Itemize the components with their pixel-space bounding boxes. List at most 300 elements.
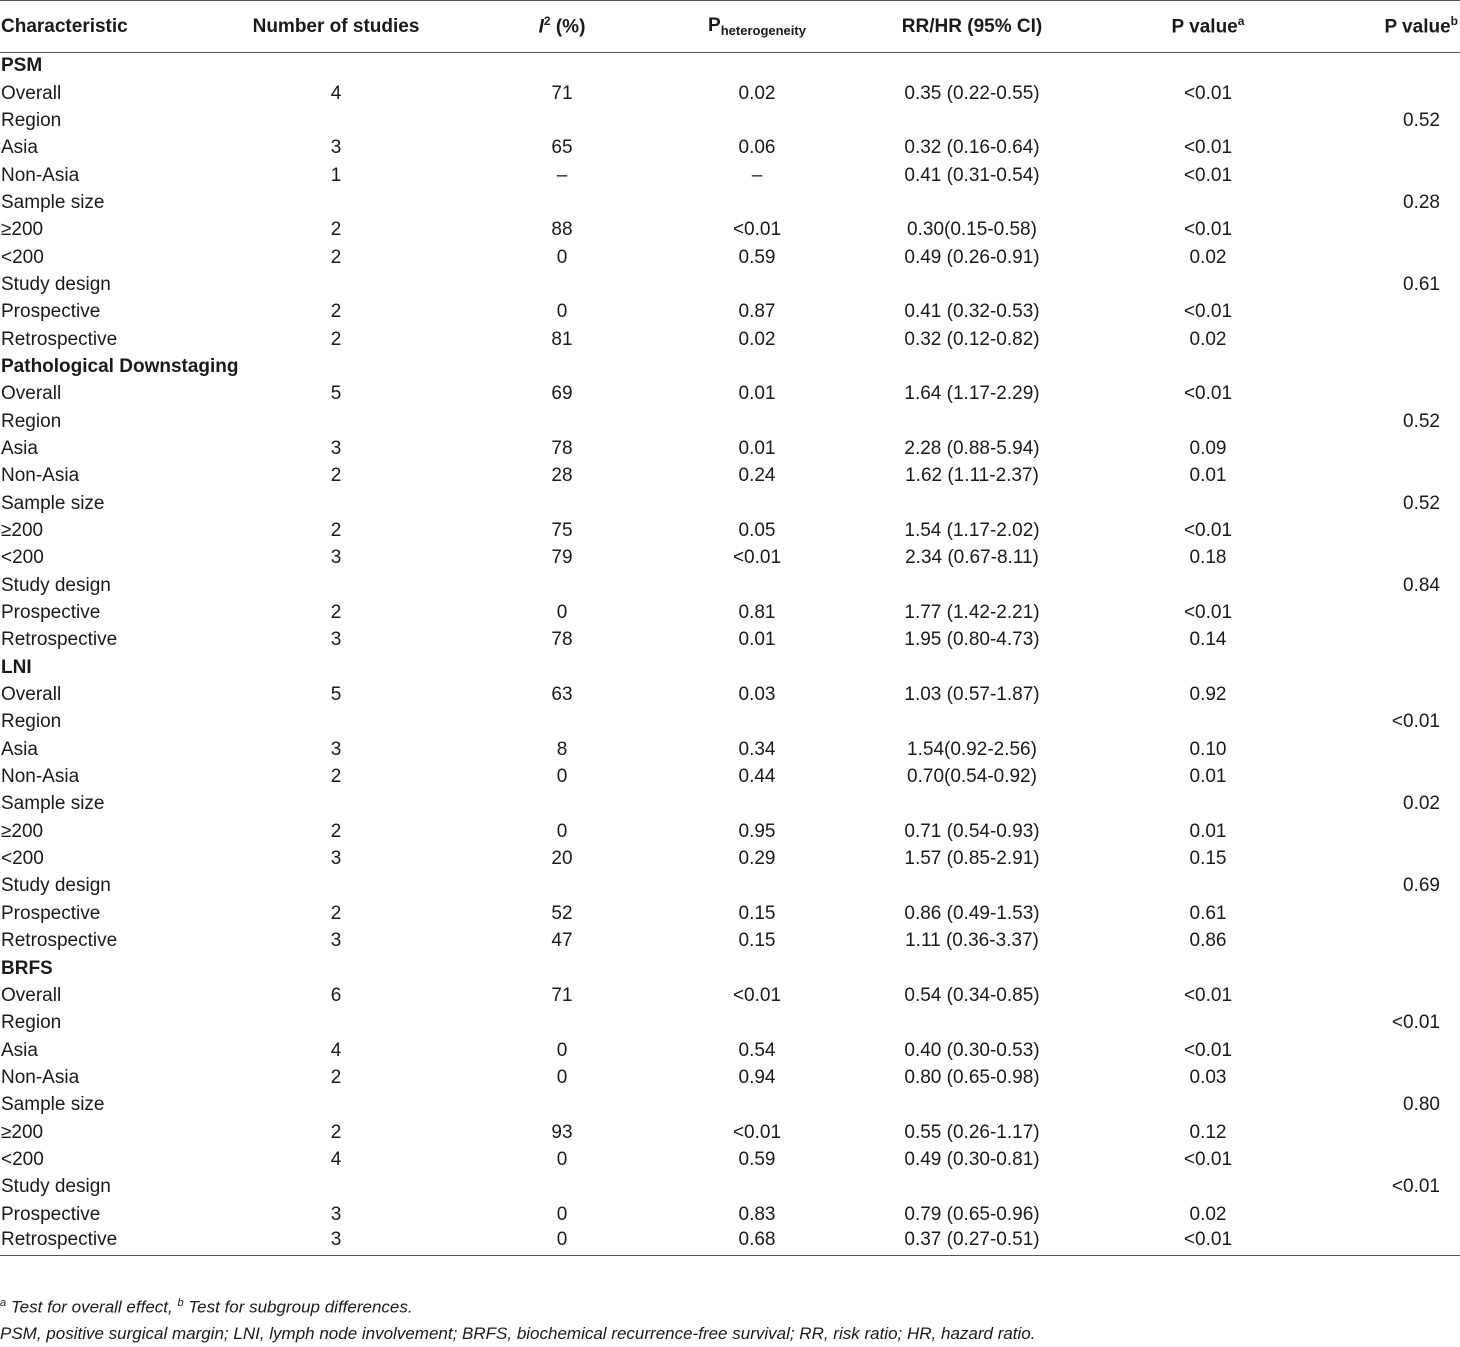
cell-p-value-b <box>1324 1064 1460 1091</box>
cell-p-heterogeneity: 0.94 <box>738 1066 776 1088</box>
table-row <box>0 791 1460 818</box>
cell-p-value-b <box>1324 545 1460 572</box>
cell-i2: 0 <box>462 1228 662 1255</box>
cell-rr-hr: 1.11 (0.36-3.37) <box>905 930 1039 952</box>
cell-p-value-b <box>1324 900 1460 927</box>
cell-rr-hr <box>852 353 1092 380</box>
cell-p-value-b: <0.01 <box>1391 1012 1440 1034</box>
table-row <box>0 845 1460 872</box>
table-row <box>0 162 1460 189</box>
cell-p-heterogeneity: 0.02 <box>738 82 776 104</box>
row-label: Asia <box>1 1039 38 1061</box>
cell-p-heterogeneity: 0.87 <box>738 301 776 323</box>
cell-i2 <box>462 189 662 216</box>
row-label: Retrospective <box>1 629 118 651</box>
cell-rr-hr <box>852 1010 1092 1037</box>
header-pb-main: P value <box>1384 16 1451 38</box>
cell-rr-hr: 2.34 (0.67-8.11) <box>905 547 1039 569</box>
cell-i2 <box>462 873 662 900</box>
cell-p-value-a <box>1092 53 1324 80</box>
cell-rr-hr <box>852 490 1092 517</box>
cell-p-value-b: 0.61 <box>1403 273 1440 295</box>
cell-p-value-b <box>1324 244 1460 271</box>
footnote-a-marker: a <box>0 1297 7 1309</box>
cell-p-value-a: 0.01 <box>1189 766 1227 788</box>
cell-p-heterogeneity <box>662 1174 852 1201</box>
cell-number-of-studies <box>210 791 462 818</box>
row-label: Asia <box>1 738 38 760</box>
cell-p-value-a <box>1092 408 1324 435</box>
cell-p-heterogeneity: 0.54 <box>738 1039 776 1061</box>
cell-number-of-studies: 2 <box>330 520 342 542</box>
cell-i2: 52 <box>551 902 573 924</box>
cell-rr-hr <box>852 408 1092 435</box>
table-row <box>0 1146 1460 1173</box>
cell-rr-hr: 0.79 (0.65-0.96) <box>904 1203 1040 1225</box>
cell-p-heterogeneity <box>662 791 852 818</box>
cell-p-heterogeneity <box>662 107 852 134</box>
cell-number-of-studies: 2 <box>330 1121 342 1143</box>
cell-rr-hr <box>852 1174 1092 1201</box>
cell-number-of-studies <box>210 955 462 982</box>
cell-p-value-a: 0.12 <box>1189 1121 1227 1143</box>
row-label: Asia <box>1 437 38 459</box>
cell-rr-hr: 0.35 (0.22-0.55) <box>904 82 1040 104</box>
cell-p-value-b <box>1324 463 1460 490</box>
cell-i2: 0 <box>556 1148 568 1170</box>
cell-number-of-studies: 2 <box>330 602 342 624</box>
cell-p-value-a: 0.02 <box>1189 246 1227 268</box>
cell-p-value-b <box>1324 1037 1460 1064</box>
header-row <box>0 1 1460 53</box>
cell-p-heterogeneity: – <box>751 164 763 186</box>
header-i2 <box>462 1 662 53</box>
cell-p-heterogeneity <box>662 271 852 298</box>
header-p-value-b <box>1324 1 1460 53</box>
cell-number-of-studies: 6 <box>330 984 342 1006</box>
footnote-b-marker: b <box>177 1297 184 1309</box>
cell-i2 <box>462 955 662 982</box>
row-label: Sample size <box>1 793 105 815</box>
cell-i2: 78 <box>551 437 573 459</box>
header-pb-sup: b <box>1450 14 1458 29</box>
cell-rr-hr: 0.41 (0.31-0.54) <box>904 164 1040 186</box>
cell-i2 <box>462 353 662 380</box>
cell-rr-hr <box>852 572 1092 599</box>
row-label: Non-Asia <box>1 465 80 487</box>
cell-p-value-b <box>1324 326 1460 353</box>
cell-number-of-studies: 2 <box>330 1066 342 1088</box>
cell-i2 <box>462 53 662 80</box>
cell-i2: 93 <box>551 1121 573 1143</box>
cell-i2 <box>462 1092 662 1119</box>
cell-p-heterogeneity <box>662 654 852 681</box>
row-label: Region <box>1 711 62 733</box>
cell-p-value-b <box>1324 299 1460 326</box>
cell-p-heterogeneity <box>662 53 852 80</box>
table-row <box>0 1010 1460 1037</box>
cell-p-heterogeneity: 0.02 <box>738 328 776 350</box>
cell-rr-hr: 0.86 (0.49-1.53) <box>904 902 1040 924</box>
cell-rr-hr <box>852 1092 1092 1119</box>
cell-p-value-b <box>1324 135 1460 162</box>
cell-i2: 65 <box>551 137 573 159</box>
cell-p-value-b: 0.52 <box>1403 410 1440 432</box>
table-row <box>0 681 1460 708</box>
cell-p-heterogeneity: 0.05 <box>738 520 776 542</box>
cell-rr-hr <box>852 107 1092 134</box>
table-row <box>0 873 1460 900</box>
cell-p-heterogeneity <box>662 189 852 216</box>
cell-number-of-studies: 3 <box>330 930 342 952</box>
table-row <box>0 763 1460 790</box>
cell-number-of-studies: 3 <box>330 848 342 870</box>
cell-p-heterogeneity: 0.95 <box>738 820 776 842</box>
cell-p-value-a: 0.01 <box>1189 820 1227 842</box>
cell-p-heterogeneity: <0.01 <box>732 219 782 241</box>
cell-p-heterogeneity: 0.24 <box>738 465 776 487</box>
table-row <box>0 1201 1460 1228</box>
cell-p-heterogeneity <box>662 873 852 900</box>
cell-p-heterogeneity: 0.01 <box>738 629 776 651</box>
cell-rr-hr: 0.37 (0.27-0.51) <box>852 1228 1092 1255</box>
cell-number-of-studies <box>210 709 462 736</box>
cell-number-of-studies <box>210 107 462 134</box>
cell-rr-hr: 0.41 (0.32-0.53) <box>904 301 1040 323</box>
cell-rr-hr: 1.54 (1.17-2.02) <box>904 520 1040 542</box>
cell-p-value-a <box>1092 572 1324 599</box>
cell-p-value-a <box>1092 107 1324 134</box>
cell-number-of-studies <box>210 408 462 435</box>
cell-p-heterogeneity: 0.15 <box>738 930 776 952</box>
row-label: ≥200 <box>1 219 44 241</box>
row-label: Non-Asia <box>1 766 80 788</box>
section-header-row <box>0 353 1460 380</box>
cell-number-of-studies: 3 <box>330 547 342 569</box>
cell-p-heterogeneity: 0.03 <box>738 684 776 706</box>
row-label: LNI <box>1 656 32 678</box>
cell-p-value-b <box>1324 681 1460 708</box>
row-label: Retrospective <box>1 930 118 952</box>
header-i2-sup: 2 <box>543 14 551 29</box>
cell-p-value-b <box>1324 763 1460 790</box>
cell-number-of-studies <box>210 490 462 517</box>
cell-p-value-a <box>1092 490 1324 517</box>
cell-p-heterogeneity: 0.06 <box>738 137 776 159</box>
cell-p-value-a: 0.10 <box>1189 738 1227 760</box>
cell-p-value-a: 0.02 <box>1189 328 1227 350</box>
table-row <box>0 545 1460 572</box>
cell-p-heterogeneity: <0.01 <box>732 547 782 569</box>
cell-number-of-studies: 5 <box>330 684 342 706</box>
cell-i2: 0 <box>556 301 568 323</box>
cell-p-heterogeneity: <0.01 <box>732 984 782 1006</box>
cell-i2: – <box>556 164 568 186</box>
cell-rr-hr: 2.28 (0.88-5.94) <box>904 437 1040 459</box>
row-label: Retrospective <box>0 1228 210 1255</box>
cell-p-heterogeneity: 0.34 <box>738 738 776 760</box>
cell-rr-hr: 0.55 (0.26-1.17) <box>904 1121 1040 1143</box>
cell-rr-hr: 1.62 (1.11-2.37) <box>905 465 1039 487</box>
cell-number-of-studies: 2 <box>330 820 342 842</box>
header-phet-main: P <box>708 15 721 36</box>
cell-rr-hr <box>852 955 1092 982</box>
cell-p-heterogeneity <box>662 572 852 599</box>
header-p-heterogeneity <box>662 1 852 53</box>
cell-rr-hr: 0.70(0.54-0.92) <box>907 766 1037 788</box>
table-row <box>0 1228 1460 1255</box>
cell-rr-hr: 0.49 (0.26-0.91) <box>904 246 1040 268</box>
cell-rr-hr: 1.64 (1.17-2.29) <box>904 383 1040 405</box>
row-label: Study design <box>1 1176 111 1198</box>
row-label: Region <box>1 410 62 432</box>
table-row <box>0 517 1460 544</box>
section-header-row <box>0 654 1460 681</box>
row-label: Prospective <box>1 602 101 624</box>
cell-p-value-b <box>1324 982 1460 1009</box>
table-row <box>0 736 1460 763</box>
header-i2-letter: I <box>538 16 544 38</box>
cell-rr-hr <box>852 654 1092 681</box>
table-row <box>0 1037 1460 1064</box>
table-row <box>0 217 1460 244</box>
cell-p-value-a: <0.01 <box>1183 82 1233 104</box>
cell-rr-hr: 0.30(0.15-0.58) <box>907 219 1037 241</box>
cell-i2 <box>462 791 662 818</box>
table-row <box>0 627 1460 654</box>
row-label: Study design <box>1 875 111 897</box>
cell-p-heterogeneity: 0.01 <box>738 383 776 405</box>
cell-p-value-a: 0.09 <box>1189 437 1227 459</box>
cell-p-value-a: 0.14 <box>1189 629 1227 651</box>
cell-p-heterogeneity: <0.01 <box>732 1121 782 1143</box>
cell-number-of-studies: 2 <box>330 465 342 487</box>
header-number-of-studies: Number of studies <box>210 1 462 53</box>
cell-i2 <box>462 709 662 736</box>
cell-i2: 0 <box>556 602 568 624</box>
cell-p-value-a: <0.01 <box>1183 602 1233 624</box>
table-row <box>0 818 1460 845</box>
cell-number-of-studies: 2 <box>330 246 342 268</box>
cell-rr-hr: 0.71 (0.54-0.93) <box>904 820 1040 842</box>
cell-rr-hr: 0.32 (0.16-0.64) <box>904 137 1040 159</box>
row-label: Retrospective <box>1 328 118 350</box>
cell-number-of-studies: 4 <box>330 82 342 104</box>
cell-rr-hr <box>852 53 1092 80</box>
header-rr-hr: RR/HR (95% CI) <box>852 1 1092 53</box>
cell-p-heterogeneity: 0.59 <box>738 1148 776 1170</box>
cell-p-value-a: <0.01 <box>1183 1148 1233 1170</box>
cell-number-of-studies: 3 <box>330 738 342 760</box>
cell-p-value-a: <0.01 <box>1183 520 1233 542</box>
cell-p-heterogeneity: 0.81 <box>738 602 776 624</box>
cell-number-of-studies: 3 <box>330 137 342 159</box>
cell-p-value-b <box>1324 818 1460 845</box>
row-label: <200 <box>1 1148 44 1170</box>
footnote-a-text: Test for overall effect, <box>6 1297 178 1317</box>
cell-p-value-a: <0.01 <box>1092 1228 1324 1255</box>
row-label: Sample size <box>1 492 105 514</box>
cell-number-of-studies <box>210 271 462 298</box>
table-row <box>0 135 1460 162</box>
cell-p-value-b: 0.69 <box>1403 875 1440 897</box>
cell-p-value-b: 0.80 <box>1403 1094 1440 1116</box>
cell-p-value-a: <0.01 <box>1183 383 1233 405</box>
row-label: Study design <box>1 574 111 596</box>
cell-rr-hr: 1.95 (0.80-4.73) <box>904 629 1040 651</box>
cell-p-heterogeneity: 0.01 <box>738 437 776 459</box>
cell-i2: 8 <box>556 738 568 760</box>
cell-i2: 0 <box>556 1066 568 1088</box>
cell-p-value-a <box>1092 1010 1324 1037</box>
cell-p-value-a <box>1092 189 1324 216</box>
cell-i2: 0 <box>556 1203 568 1225</box>
cell-rr-hr <box>852 709 1092 736</box>
cell-p-value-a: 0.15 <box>1189 848 1227 870</box>
row-label: Overall <box>1 984 62 1006</box>
cell-i2 <box>462 1174 662 1201</box>
table-row <box>0 244 1460 271</box>
cell-i2: 88 <box>551 219 573 241</box>
cell-p-value-b: <0.01 <box>1391 1176 1440 1198</box>
cell-i2: 20 <box>551 848 573 870</box>
row-label: Sample size <box>1 1094 105 1116</box>
cell-p-heterogeneity <box>662 490 852 517</box>
table-row <box>0 599 1460 626</box>
cell-number-of-studies: 2 <box>330 766 342 788</box>
cell-p-value-a <box>1092 654 1324 681</box>
row-label: Prospective <box>1 1203 101 1225</box>
cell-i2: 71 <box>551 82 573 104</box>
cell-p-value-b <box>1324 217 1460 244</box>
cell-p-value-b <box>1324 928 1460 955</box>
cell-p-value-b <box>1324 80 1460 107</box>
row-label: Region <box>1 109 62 131</box>
cell-rr-hr <box>852 791 1092 818</box>
table-row <box>0 80 1460 107</box>
table-row <box>0 326 1460 353</box>
table-row <box>0 408 1460 435</box>
cell-p-value-a: 0.01 <box>1189 465 1227 487</box>
cell-number-of-studies <box>210 189 462 216</box>
header-characteristic: Characteristic <box>0 1 210 53</box>
cell-number-of-studies: 3 <box>330 629 342 651</box>
cell-p-value-b <box>1324 1146 1460 1173</box>
cell-p-value-b <box>1324 1228 1460 1255</box>
cell-rr-hr: 1.03 (0.57-1.87) <box>904 684 1040 706</box>
cell-rr-hr <box>852 873 1092 900</box>
table-row <box>0 1092 1460 1119</box>
cell-p-value-b <box>1324 517 1460 544</box>
cell-number-of-studies <box>210 1174 462 1201</box>
cell-i2 <box>462 654 662 681</box>
row-label: Overall <box>1 82 62 104</box>
cell-i2: 0 <box>556 766 568 788</box>
header-p-value-a <box>1092 1 1324 53</box>
cell-rr-hr: 0.54 (0.34-0.85) <box>904 984 1040 1006</box>
cell-number-of-studies: 4 <box>330 1148 342 1170</box>
cell-p-value-b <box>1324 627 1460 654</box>
row-label: PSM <box>1 55 43 77</box>
cell-i2: 0 <box>556 246 568 268</box>
cell-p-value-b <box>1324 53 1460 80</box>
cell-number-of-studies: 2 <box>330 328 342 350</box>
cell-number-of-studies <box>210 873 462 900</box>
cell-p-heterogeneity <box>662 353 852 380</box>
section-header-row <box>0 53 1460 80</box>
cell-p-value-a <box>1092 1174 1324 1201</box>
row-label: Asia <box>1 137 38 159</box>
footnote-b-text: Test for subgroup differences. <box>183 1297 413 1317</box>
cell-p-value-b: 0.28 <box>1403 191 1440 213</box>
table-row <box>0 435 1460 462</box>
cell-p-value-b <box>1324 599 1460 626</box>
cell-i2: 75 <box>551 520 573 542</box>
cell-rr-hr: 1.57 (0.85-2.91) <box>904 848 1040 870</box>
cell-p-heterogeneity <box>662 1010 852 1037</box>
cell-p-heterogeneity <box>662 955 852 982</box>
cell-rr-hr: 1.54(0.92-2.56) <box>907 738 1037 760</box>
cell-number-of-studies: 2 <box>330 301 342 323</box>
section-header-row <box>0 955 1460 982</box>
cell-p-value-a <box>1092 791 1324 818</box>
cell-p-value-a <box>1092 1092 1324 1119</box>
cell-p-value-a: <0.01 <box>1183 1039 1233 1061</box>
table-row <box>0 1174 1460 1201</box>
cell-p-value-b <box>1324 736 1460 763</box>
cell-p-value-a: 0.92 <box>1189 684 1227 706</box>
cell-rr-hr: 0.40 (0.30-0.53) <box>904 1039 1040 1061</box>
cell-p-value-a: 0.61 <box>1189 902 1227 924</box>
table-row <box>0 709 1460 736</box>
table-row <box>0 381 1460 408</box>
cell-p-value-b <box>1324 1201 1460 1228</box>
cell-p-value-b: 0.52 <box>1403 109 1440 131</box>
cell-number-of-studies: 3 <box>330 437 342 459</box>
table-row <box>0 299 1460 326</box>
cell-p-value-a: <0.01 <box>1183 137 1233 159</box>
cell-p-value-b <box>1324 353 1460 380</box>
table-row <box>0 982 1460 1009</box>
cell-p-value-a <box>1092 873 1324 900</box>
cell-number-of-studies <box>210 1092 462 1119</box>
cell-i2: 0 <box>556 820 568 842</box>
row-label: <200 <box>1 848 44 870</box>
row-label: Prospective <box>1 902 101 924</box>
cell-number-of-studies <box>210 353 462 380</box>
table-row <box>0 107 1460 134</box>
cell-p-heterogeneity <box>662 709 852 736</box>
cell-p-heterogeneity: 0.44 <box>738 766 776 788</box>
table-row <box>0 900 1460 927</box>
cell-i2 <box>462 408 662 435</box>
header-pa-main: P value <box>1171 16 1238 38</box>
cell-p-value-b <box>1324 845 1460 872</box>
cell-number-of-studies: 5 <box>330 383 342 405</box>
cell-i2: 47 <box>551 930 573 952</box>
table-row <box>0 490 1460 517</box>
cell-number-of-studies: 3 <box>330 1203 342 1225</box>
cell-p-value-b <box>1324 654 1460 681</box>
row-label: Non-Asia <box>1 1066 80 1088</box>
table-header <box>0 1 1460 53</box>
row-label: Overall <box>1 684 62 706</box>
cell-i2: 69 <box>551 383 573 405</box>
cell-p-value-b <box>1324 381 1460 408</box>
cell-p-value-a <box>1092 271 1324 298</box>
cell-p-value-a: <0.01 <box>1183 984 1233 1006</box>
cell-p-heterogeneity: 0.68 <box>662 1228 852 1255</box>
